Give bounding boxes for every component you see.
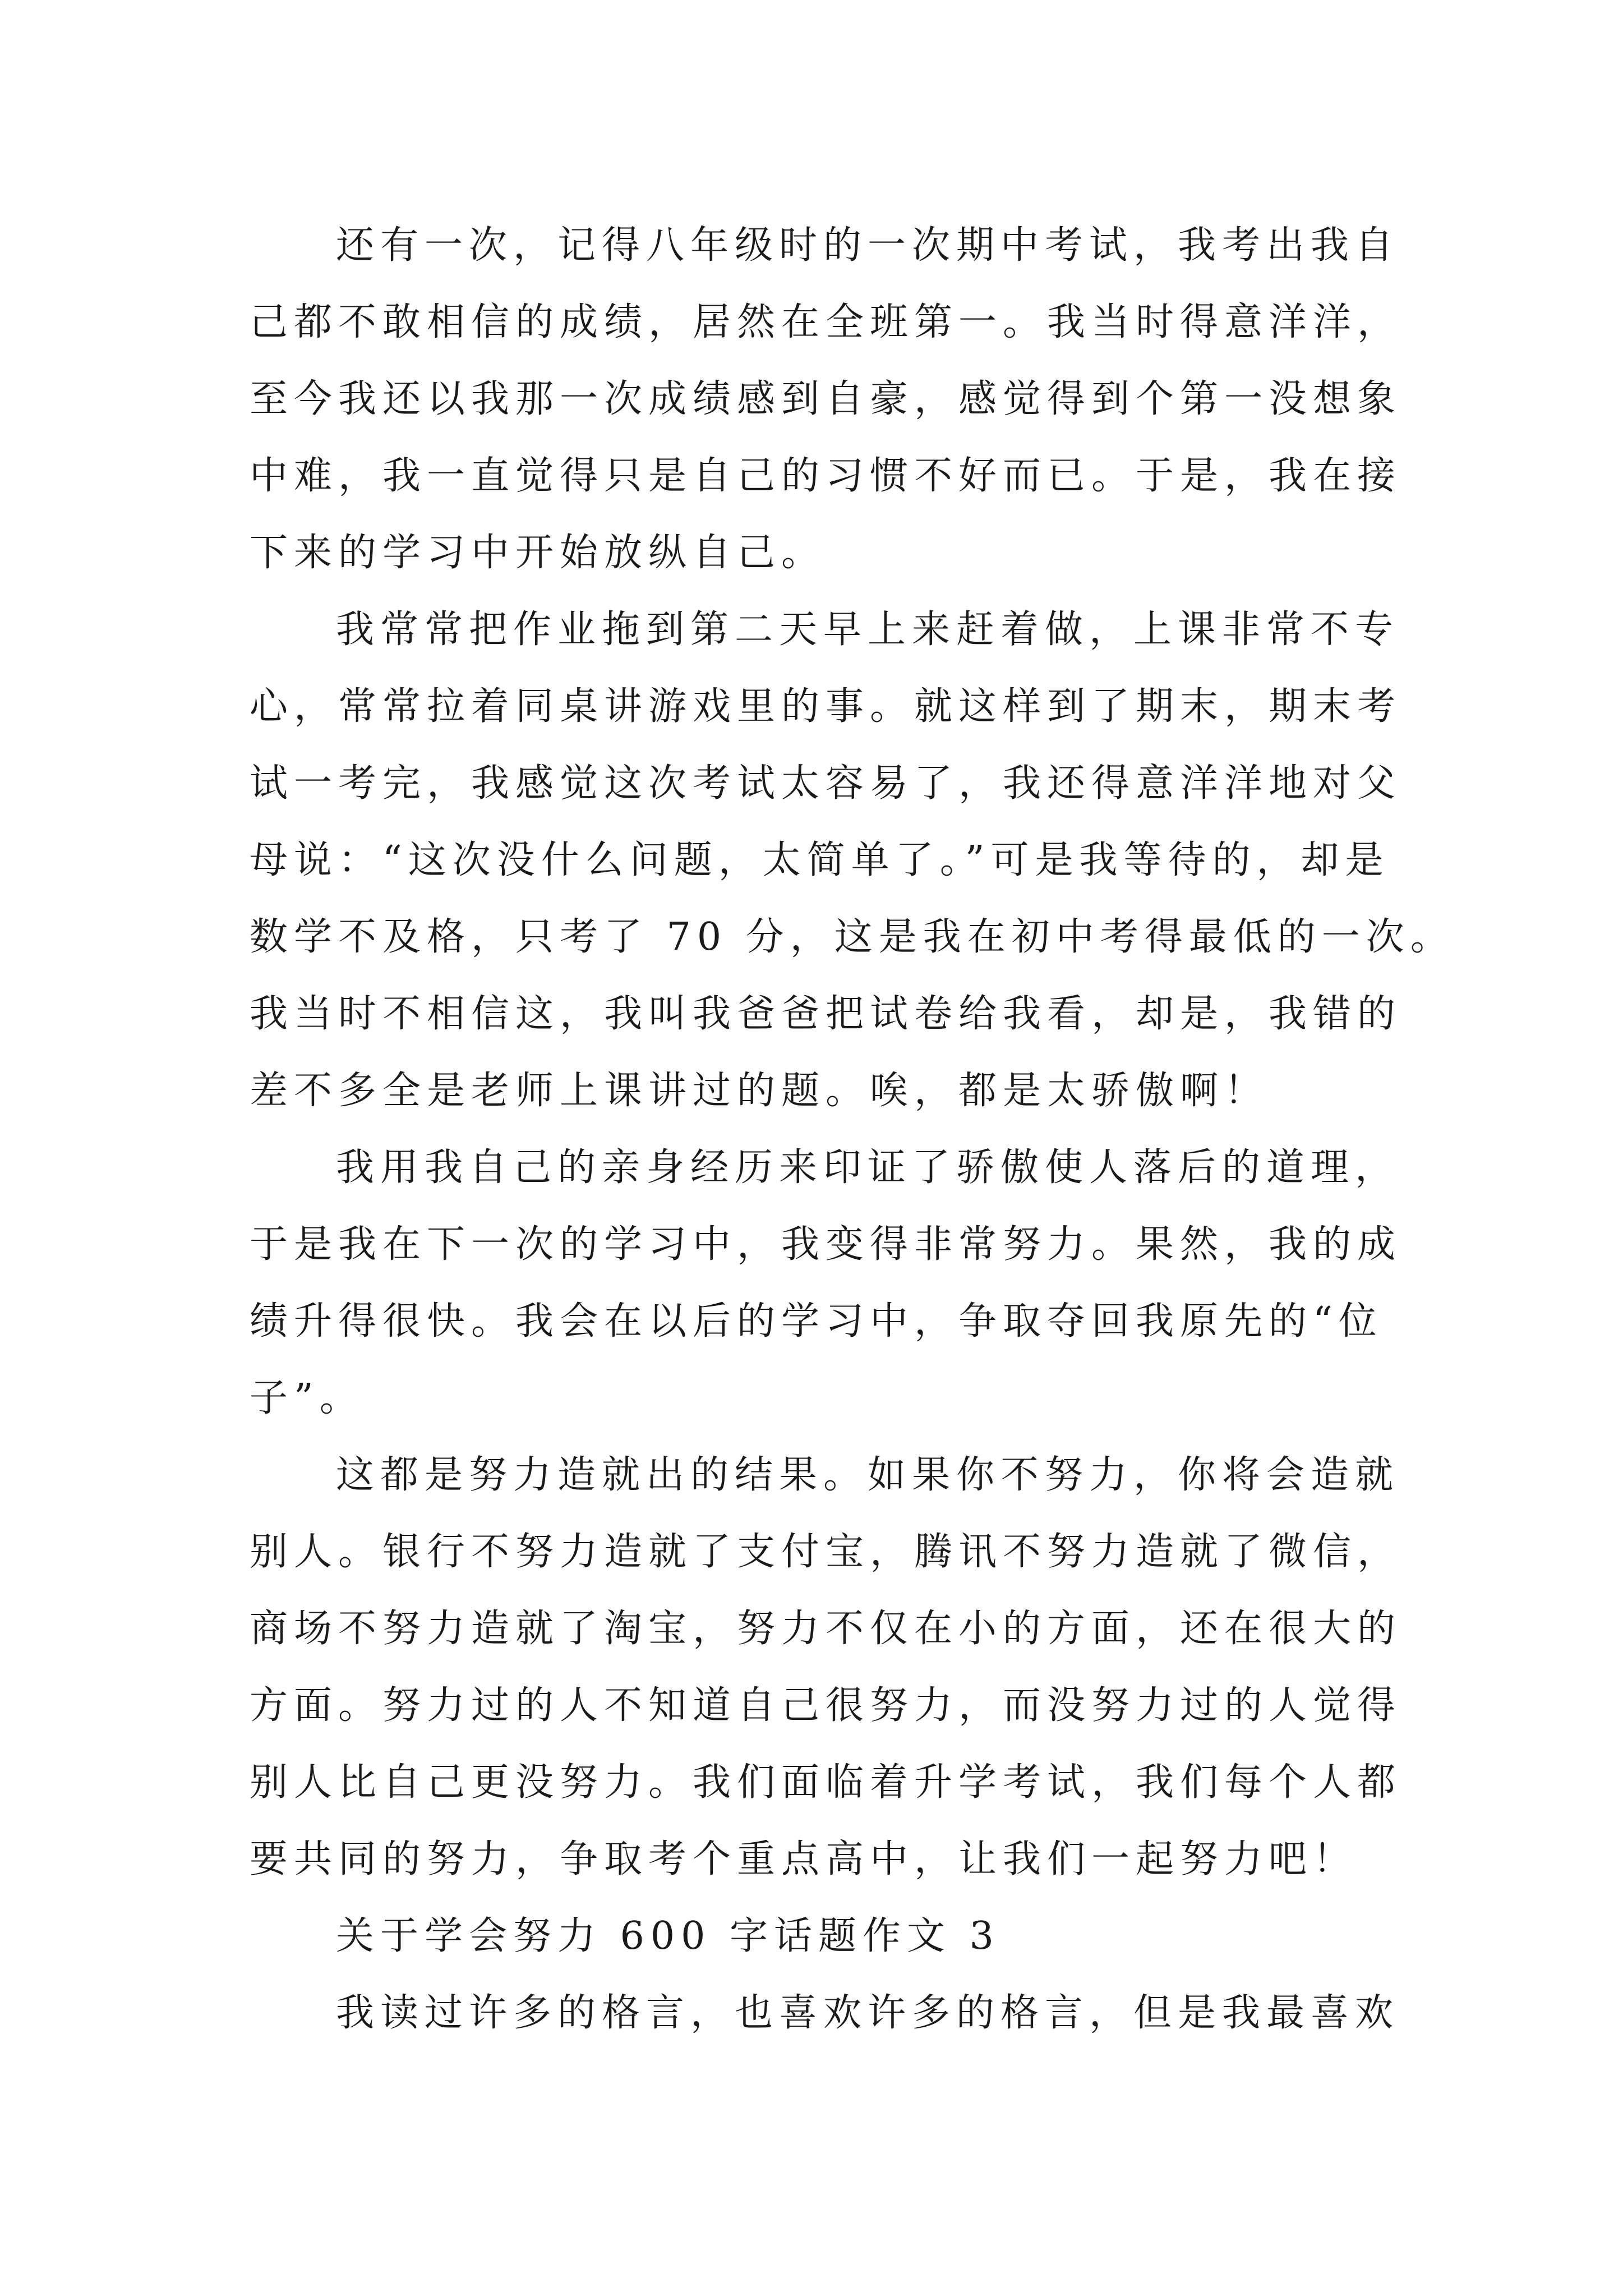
paragraph-4-line-5: 别人比自己更没努力。我们面临着升学考试，我们每个人都 [250, 1760, 1402, 1805]
paragraph-4-line-6: 要共同的努力，争取考个重点高中，让我们一起努力吧！ [250, 1837, 1358, 1881]
paragraph-1-line-1: 还有一次，记得八年级时的一次期中考试，我考出我自 [336, 223, 1400, 268]
paragraph-2-line-4: 母说：“这次没什么问题，太简单了。”可是我等待的，却是 [250, 838, 1390, 882]
section-heading: 关于学会努力 600 字话题作文 3 [336, 1914, 1000, 1958]
paragraph-5-line-1: 我读过许多的格言，也喜欢许多的格言，但是我最喜欢 [336, 1991, 1400, 2035]
paragraph-3-line-2: 于是我在下一次的学习中，我变得非常努力。果然，我的成 [250, 1222, 1402, 1267]
paragraph-3-line-1: 我用我自己的亲身经历来印证了骄傲使人落后的道理， [336, 1145, 1400, 1190]
paragraph-1-line-4: 中难，我一直觉得只是自己的习惯不好而已。于是，我在接 [250, 454, 1402, 498]
paragraph-3-line-4: 子”。 [250, 1376, 364, 1420]
paragraph-4-line-2: 别人。银行不努力造就了支付宝，腾讯不努力造就了微信， [250, 1530, 1402, 1574]
paragraph-2-line-6: 我当时不相信这，我叫我爸爸把试卷给我看，却是，我错的 [250, 992, 1402, 1036]
paragraph-4-line-1: 这都是努力造就出的结果。如果你不努力，你将会造就 [336, 1453, 1400, 1497]
paragraph-2-line-5: 数学不及格，只考了 70 分，这是我在初中考得最低的一次。 [250, 915, 1455, 959]
paragraph-2-line-1: 我常常把作业拖到第二天早上来赶着做，上课非常不专 [336, 608, 1400, 652]
paragraph-4-line-4: 方面。努力过的人不知道自己很努力，而没努力过的人觉得 [250, 1683, 1402, 1728]
paragraph-2-line-2: 心，常常拉着同桌讲游戏里的事。就这样到了期末，期末考 [250, 684, 1402, 729]
paragraph-2-line-7: 差不多全是老师上课讲过的题。唉，都是太骄傲啊！ [250, 1069, 1269, 1113]
paragraph-4-line-3: 商场不努力造就了淘宝，努力不仅在小的方面，还在很大的 [250, 1607, 1402, 1651]
paragraph-3-line-3: 绩升得很快。我会在以后的学习中，争取夺回我原先的“位 [250, 1299, 1383, 1343]
paragraph-1-line-3: 至今我还以我那一次成绩感到自豪，感觉得到个第一没想象 [250, 377, 1402, 421]
paragraph-2-line-3: 试一考完，我感觉这次考试太容易了，我还得意洋洋地对父 [250, 761, 1402, 806]
paragraph-1-line-2: 己都不敢相信的成绩，居然在全班第一。我当时得意洋洋， [250, 300, 1402, 344]
paragraph-1-line-5: 下来的学习中开始放纵自己。 [250, 531, 826, 575]
